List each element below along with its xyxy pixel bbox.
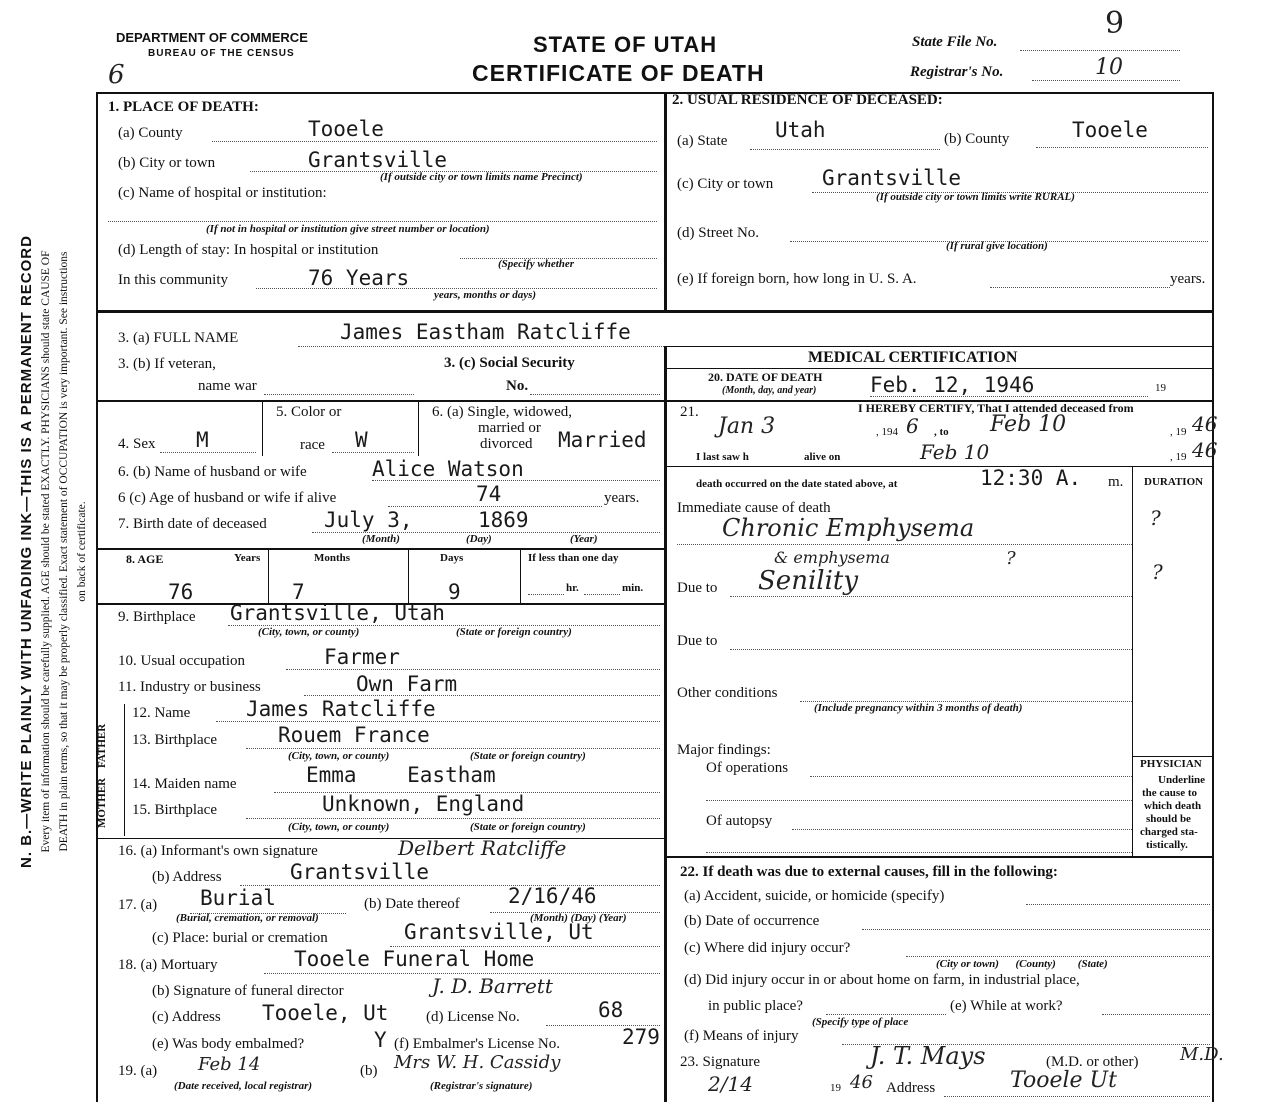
year-note: (Year)	[570, 533, 598, 545]
state-note: (State or foreign country)	[470, 821, 586, 833]
due-to-label-2: Due to	[677, 633, 718, 649]
less-day-label: If less than one day	[528, 552, 619, 564]
spouse-age: 74	[476, 482, 502, 506]
industry: Own Farm	[356, 672, 458, 696]
res-city: Grantsville	[822, 166, 962, 190]
occurrence-label: (b) Date of occurrence	[684, 913, 820, 929]
bureau-label: BUREAU OF THE CENSUS	[148, 48, 295, 59]
date-of-death: Feb. 12, 1946	[870, 373, 1035, 397]
physician-note-2: the cause to	[1142, 787, 1197, 799]
spouse-label: 6. (b) Name of husband or wife	[118, 464, 307, 480]
birth-month: July 3,	[324, 508, 413, 532]
external-label: 22. If death was due to external causes, fill in the following:	[680, 864, 1058, 880]
city-note: (City, town, or county)	[258, 626, 360, 638]
city-label: (b) City or town	[118, 155, 216, 171]
physician-address: Tooele Ut	[1010, 1068, 1117, 1093]
age-years: 76	[168, 580, 194, 604]
burial-label: 17. (a)	[118, 897, 158, 913]
father-birthplace-label: 13. Birthplace	[132, 732, 217, 748]
color-label: 5. Color or	[276, 404, 342, 420]
street-label: (d) Street No.	[677, 225, 760, 241]
sex-label: 4. Sex	[118, 436, 156, 452]
community-value: 76 Years	[308, 266, 410, 290]
full-name: James Eastham Ratcliffe	[340, 320, 631, 344]
mother-name: Emma Eastham	[306, 763, 496, 787]
death-county: Tooele	[308, 117, 384, 141]
ss-label: 3. (c) Social Security	[444, 355, 575, 371]
county-label: (a) County	[118, 125, 183, 141]
industry-label: 11. Industry or business	[118, 679, 261, 695]
day-note: (Day)	[466, 533, 492, 545]
age-months: 7	[292, 580, 305, 604]
signature-label: 23. Signature	[680, 1054, 760, 1070]
address-label: (b) Address	[152, 869, 222, 885]
community-label: In this community	[118, 272, 228, 288]
md-mark: M.D.	[1180, 1044, 1224, 1065]
spouse-name: Alice Watson	[372, 457, 524, 481]
age-days-col: Days	[440, 552, 464, 564]
birthplace: Grantsville, Utah	[230, 601, 445, 625]
informant-address: Grantsville	[290, 860, 430, 884]
mortuary-address-label: (c) Address	[152, 1009, 221, 1025]
race-value: W	[355, 428, 368, 452]
father-side-label: FATHER	[96, 723, 108, 769]
registrar-sig-note: (Registrar's signature)	[430, 1080, 533, 1092]
marital-label-3: divorced	[480, 436, 533, 452]
race-label: race	[300, 437, 325, 453]
side-note-line: DEATH in plain terms, so that it may be properly classified. Exact statement of OCCUPATION is very important. See instructions	[58, 251, 70, 852]
spouse-years-label: years.	[604, 490, 640, 506]
side-note-line: on back of certificate.	[76, 501, 88, 602]
marital-label-2: married or	[478, 420, 541, 436]
duration-label: DURATION	[1144, 476, 1204, 488]
sig-19: 19	[830, 1082, 841, 1094]
other-conditions-label: Other conditions	[677, 685, 778, 701]
to-19: , 19	[1170, 426, 1187, 438]
burial-date: 2/16/46	[508, 884, 597, 908]
alive-19: , 19	[1170, 451, 1187, 463]
other-note: (Include pregnancy within 3 months of death)	[814, 702, 1023, 714]
due-to-1: Senility	[758, 566, 859, 596]
to-year: 46	[1192, 412, 1218, 436]
means-label: (f) Means of injury	[684, 1028, 799, 1044]
physician-label: PHYSICIAN	[1140, 758, 1202, 770]
physician-address-label: Address	[886, 1080, 936, 1096]
stay-label: (d) Length of stay: In hospital or institution	[118, 242, 379, 258]
from-year: 6	[906, 414, 919, 438]
received-note: (Date received, local registrar)	[174, 1080, 313, 1092]
dept-label: DEPARTMENT OF COMMERCE	[116, 30, 308, 45]
hospital-note: (If not in hospital or institution give street number or location)	[206, 223, 490, 235]
license-label: (d) License No.	[426, 1009, 520, 1025]
physician-signature: J. T. Mays	[870, 1042, 986, 1070]
form-state: STATE OF UTAH	[533, 32, 718, 57]
sex-value: M	[196, 428, 209, 452]
res-county: Tooele	[1072, 118, 1148, 142]
age-days: 9	[448, 580, 461, 604]
where-label: (c) Where did injury occur?	[684, 940, 851, 956]
ymd-note: years, months or days)	[434, 289, 537, 301]
res-city-note: (If outside city or town limits write RURAL)	[876, 191, 1075, 203]
hr-label: hr.	[566, 582, 579, 594]
state-note: (State or foreign country)	[456, 626, 572, 638]
veteran-label: 3. (b) If veteran,	[118, 356, 216, 372]
time-of-death: 12:30 A.	[980, 466, 1082, 490]
res-county-label: (b) County	[944, 131, 1010, 147]
medical-heading: MEDICAL CERTIFICATION	[808, 349, 1018, 366]
sig-year: 46	[850, 1072, 873, 1093]
city-note: (City, town, or county)	[288, 750, 390, 762]
res-state-label: (a) State	[677, 133, 728, 149]
registrar-no: 10	[1095, 55, 1123, 80]
age-years-col: Years	[234, 552, 261, 564]
work-label: (e) While at work?	[950, 998, 1063, 1014]
street-note: (If rural give location)	[946, 240, 1048, 252]
specify-place-note: (Specify type of place	[812, 1016, 909, 1028]
signature-date: 2/14	[708, 1072, 753, 1096]
reg-sig-label: (b)	[360, 1063, 378, 1079]
attended-from: Jan 3	[718, 414, 776, 439]
death-city: Grantsville	[308, 148, 448, 172]
city-note: (If outside city or town limits name Precinct)	[380, 171, 583, 183]
duration-2a: ?	[1006, 548, 1016, 569]
received-label: 19. (a)	[118, 1063, 158, 1079]
alive-date: Feb 10	[920, 440, 990, 464]
mortuary-address: Tooele, Ut	[262, 1001, 389, 1025]
where-note: (City or town) (County) (State)	[936, 958, 1108, 970]
occurred-label: death occurred on the date stated above, at	[696, 478, 898, 490]
major-findings-label: Major findings:	[677, 742, 771, 758]
embalmer-license-label: (f) Embalmer's License No.	[394, 1036, 560, 1052]
burial-date-label: (b) Date thereof	[364, 896, 460, 912]
full-name-label: 3. (a) FULL NAME	[118, 330, 239, 346]
physician-note-3: which death	[1144, 800, 1202, 812]
res-city-label: (c) City or town	[677, 176, 774, 192]
immediate-cause: Chronic Emphysema	[722, 514, 975, 542]
license-no: 68	[598, 998, 624, 1022]
burial-note: (Burial, cremation, or removal)	[176, 912, 319, 924]
age-label: 8. AGE	[126, 552, 164, 566]
immediate-label: Immediate cause of death	[677, 500, 831, 516]
secondary-cause: & emphysema	[774, 548, 890, 567]
birth-year: 1869	[478, 508, 529, 532]
state-note: (State or foreign country)	[470, 750, 586, 762]
operations-label: Of operations	[706, 760, 789, 776]
m-label: m.	[1108, 474, 1124, 490]
last-seen-label: I last saw h	[696, 451, 749, 463]
ss-no-label: No.	[506, 378, 529, 394]
physician-note-1: Underline	[1158, 774, 1206, 786]
mortuary: Tooele Funeral Home	[294, 947, 535, 971]
embalmer-license: 279	[622, 1025, 660, 1049]
mortuary-label: 18. (a) Mortuary	[118, 957, 218, 973]
occupation: Farmer	[324, 645, 400, 669]
physician-note-5: charged sta-	[1140, 826, 1198, 838]
specify-note: (Specify whether	[498, 258, 575, 270]
dod-note: (Month, day, and year)	[722, 385, 817, 396]
father-birthplace: Rouem France	[278, 723, 430, 747]
father-name-label: 12. Name	[132, 705, 191, 721]
mdy-note: (Month) (Day) (Year)	[530, 912, 627, 924]
accident-label: (a) Accident, suicide, or homicide (specify)	[684, 888, 945, 904]
md-label: (M.D. or other)	[1046, 1054, 1139, 1070]
place-of-death-heading: 1. PLACE OF DEATH:	[108, 99, 259, 115]
foreign-label: (e) If foreign born, how long in U. S. A.	[677, 271, 917, 287]
years-label: years.	[1170, 271, 1206, 287]
duration-1: ?	[1150, 506, 1161, 530]
embalmed-label: (e) Was body embalmed?	[152, 1036, 305, 1052]
physician-note-6: tistically.	[1146, 839, 1188, 851]
state-file-label: State File No.	[912, 34, 998, 50]
min-label: min.	[622, 582, 644, 594]
form-title: CERTIFICATE OF DEATH	[472, 60, 765, 86]
birthplace-label: 9. Birthplace	[118, 609, 196, 625]
from-19: , 194	[876, 426, 898, 438]
embalmed-value: Y	[374, 1028, 387, 1052]
city-note: (City, town, or county)	[288, 821, 390, 833]
informant-label: 16. (a) Informant's own signature	[118, 843, 318, 859]
side-note-main: N. B.—WRITE PLAINLY WITH UNFADING INK—THIS IS A PERMANENT RECORD	[18, 235, 35, 868]
spouse-age-label: 6 (c) Age of husband or wife if alive	[118, 490, 337, 506]
director-label: (b) Signature of funeral director	[152, 983, 344, 999]
occupation-label: 10. Usual occupation	[118, 653, 246, 669]
certify-num: 21.	[680, 404, 699, 420]
alive-label: alive on	[804, 451, 841, 463]
director-signature: J. D. Barrett	[432, 974, 553, 998]
dod-label: 20. DATE OF DEATH	[708, 370, 823, 384]
autopsy-label: Of autopsy	[706, 813, 773, 829]
hospital-label: (c) Name of hospital or institution:	[118, 185, 327, 201]
burial-place: Grantsville, Ut	[404, 920, 594, 944]
birth-label: 7. Birth date of deceased	[118, 516, 267, 532]
to-label: , to	[934, 426, 949, 438]
duration-2: ?	[1152, 560, 1163, 584]
state-file-no: 9	[1105, 6, 1125, 41]
burial-value: Burial	[200, 886, 276, 910]
marital-value: Married	[558, 428, 647, 452]
mother-birthplace: Unknown, England	[322, 792, 525, 816]
informant-signature: Delbert Ratcliffe	[398, 836, 567, 860]
registrar-signature: Mrs W. H. Cassidy	[394, 1052, 561, 1073]
father-name: James Ratcliffe	[246, 697, 436, 721]
war-label: name war	[198, 378, 257, 394]
res-state: Utah	[775, 118, 826, 142]
mother-birthplace-label: 15. Birthplace	[132, 802, 217, 818]
side-note-line: Every item of information should be carefully supplied. AGE should be stated EXACTLY. PHYSICIANS should state CAUSE OF	[40, 250, 52, 853]
side-instructions	[4, 0, 94, 1105]
attended-to: Feb 10	[990, 412, 1067, 437]
place-label: (c) Place: burial or cremation	[152, 930, 328, 946]
age-months-col: Months	[314, 552, 351, 564]
residence-heading: 2. USUAL RESIDENCE OF DECEASED:	[672, 92, 943, 108]
marital-label: 6. (a) Single, widowed,	[432, 404, 572, 420]
month-note: (Month)	[362, 533, 400, 545]
physician-note-4: should be	[1146, 813, 1191, 825]
registrar-label: Registrar's No.	[910, 64, 1004, 80]
alive-year: 46	[1192, 438, 1218, 462]
certify-text: I HEREBY CERTIFY, That I attended deceased from	[858, 401, 1134, 415]
public-label: in public place?	[708, 998, 803, 1014]
corner-mark: 6	[108, 60, 125, 90]
mother-name-label: 14. Maiden name	[132, 776, 237, 792]
due-to-label-1: Due to	[677, 580, 718, 596]
home-label: (d) Did injury occur in or about home on farm, in industrial place,	[684, 972, 1080, 988]
received-date: Feb 14	[198, 1054, 261, 1075]
mother-side-label: MOTHER	[96, 777, 108, 829]
dod-19: 19	[1155, 382, 1166, 394]
